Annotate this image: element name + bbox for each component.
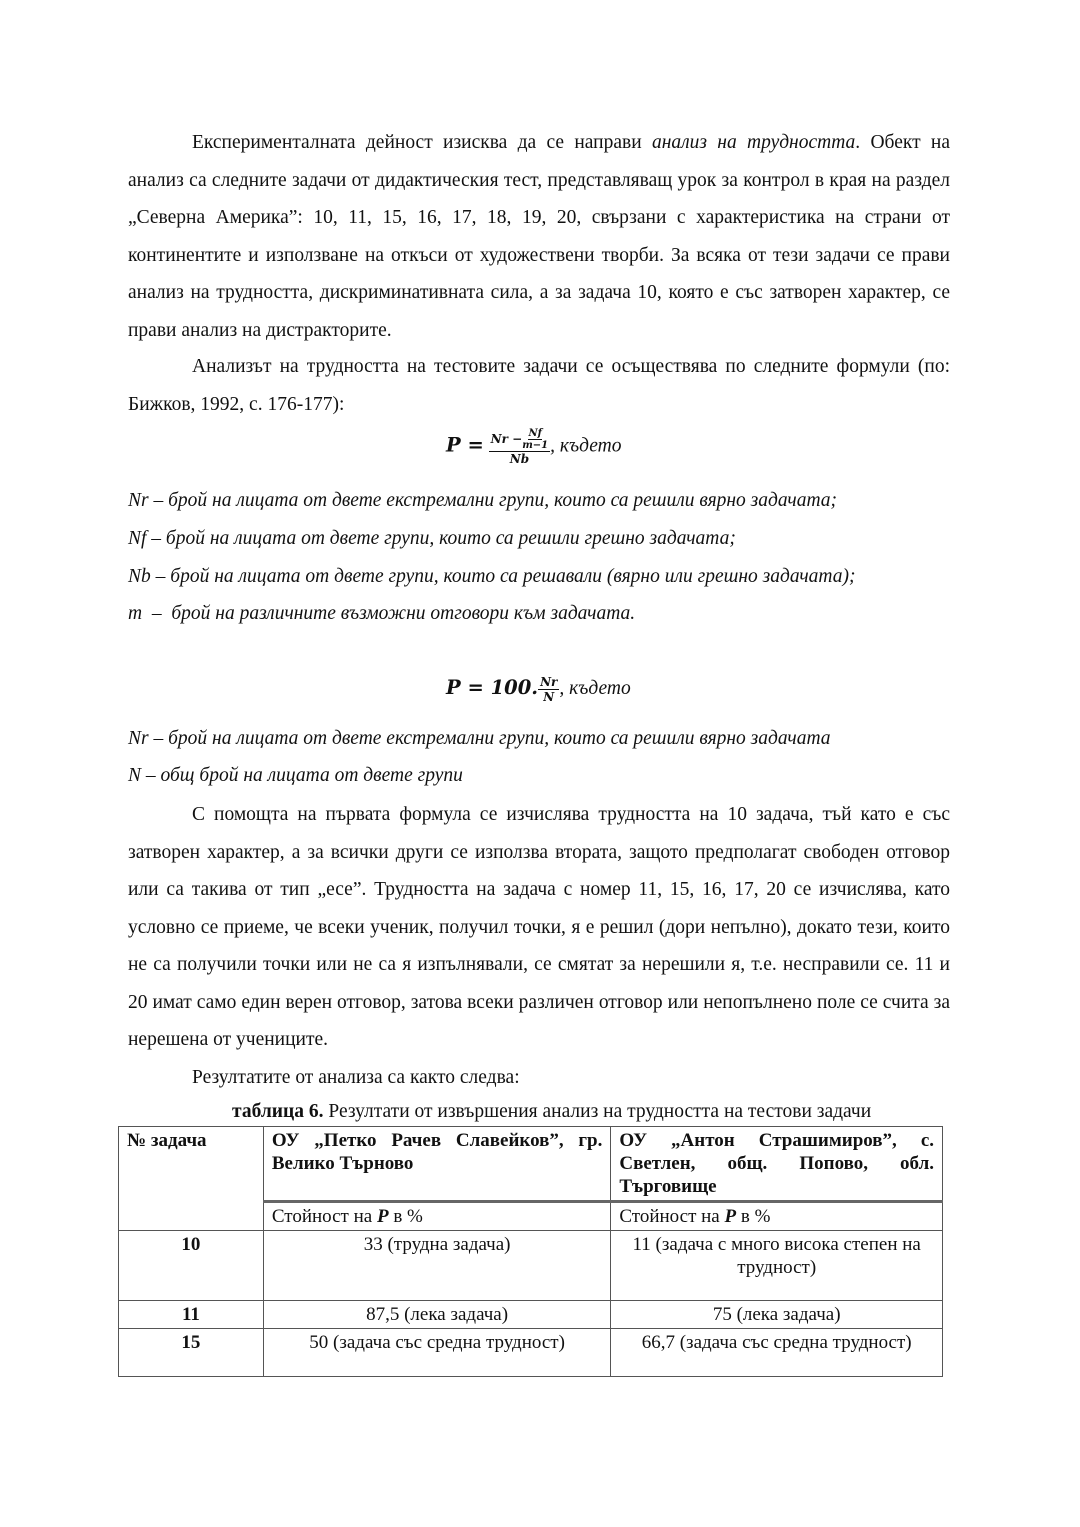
task-number: 10	[119, 1231, 264, 1301]
text: P	[724, 1206, 737, 1227]
numerator: Nr −	[490, 432, 523, 446]
definition: Nf – брой на лицата от двете групи, които са решили грешно задачата;	[128, 528, 736, 549]
value-school-2: 11 (задача с много висока степен на трудност)	[611, 1231, 943, 1301]
text: Стойност на	[619, 1206, 725, 1227]
text: Експерименталната дейност изисква да се направи	[192, 132, 652, 153]
paragraph-results: Резултатите от анализа са както следва:	[192, 1067, 520, 1088]
text: Стойност на	[271, 1206, 377, 1227]
formula-1	[446, 428, 621, 466]
header-school-1: ОУ „Петко Рачев Славейков”, гр. Велико Търново	[263, 1127, 611, 1202]
value-school-2: 75 (лека задача)	[611, 1301, 943, 1329]
formula-lhs: P =	[446, 433, 484, 457]
definition: Nb – брой на лицата от двете групи, които са решавали (вярно или грешно задачата);	[128, 566, 856, 587]
difficulty-table	[118, 1126, 943, 1377]
table-header-row	[119, 1127, 943, 1202]
emphasis: анализ на трудността	[651, 132, 856, 153]
table-caption	[232, 1101, 871, 1123]
paragraph-method: С помощта на първата формула се изчислява трудността на 10 задача, тъй като е със затворен характер, а за всички други се използва втората, защото предполагат свободен отговор или са такива от тип „есе”. Трудността на задача с номер 11, 15, 16, 17, 20 се изчислява, като условно се приеме, че всеки ученик, получил точки, я е решил (дори непълно), докато тези, които не са получили точки или не са я изпълнявали, се смятат за нерешили я, т.е. несправили се. 11 и 20 имат само един верен отговор, затова всеки различен отговор или непопълнено поле се счита за нерешена от учениците.	[128, 804, 950, 1050]
denominator: N	[543, 690, 555, 704]
definition: N – общ брой на лицата от двете групи	[128, 765, 463, 786]
value-school-1: 50 (задача със средна трудност)	[263, 1329, 611, 1377]
definition: Nr – брой на лицата от двете екстремални групи, които са решили вярно задачата	[128, 728, 831, 749]
task-number: 11	[119, 1301, 264, 1329]
value-school-1: 33 (трудна задача)	[263, 1231, 611, 1301]
formula-suffix: , където	[559, 677, 631, 699]
numerator: Nr	[540, 675, 558, 689]
fraction	[489, 428, 550, 466]
text: в %	[736, 1206, 771, 1227]
header-task: № задача	[119, 1127, 264, 1231]
definition: Nr – брой на лицата от двете екстремални групи, които са решили вярно задачата;	[128, 490, 838, 511]
table-row	[119, 1329, 943, 1377]
text: . Обект на анализ са следните задачи от дидактическия тест, представляващ урок за контрол в края на раздел „Северна Америка”: 10, 11, 15, 16, 17, 18, 19, 20, свързани с характеристика на страни от континентите и използване на откъси от художествени творби. За всяка от тези задачи се прави анализ на трудността, дискриминативната сила, а за задача 10, която е със затворен характер, се прави анализ на дистракторите.	[128, 132, 950, 341]
table-row	[119, 1231, 943, 1301]
value-school-2: 66,7 (задача със средна трудност)	[611, 1329, 943, 1377]
text: P	[376, 1206, 389, 1227]
table-row	[119, 1301, 943, 1329]
task-number: 15	[119, 1329, 264, 1377]
inner-numerator: Nf	[528, 428, 542, 439]
inner-denominator: m−1	[522, 440, 549, 451]
fraction	[538, 675, 559, 704]
caption-text: Резултати от извършения анализ на трудността на тестови задачи	[323, 1101, 872, 1122]
subheader	[611, 1202, 943, 1231]
formula-suffix: , където	[550, 435, 622, 457]
text: в %	[388, 1206, 423, 1227]
value-school-1: 87,5 (лека задача)	[263, 1301, 611, 1329]
paragraph-formulas-intro: Анализът на трудността на тестовите задачи се осъществява по следните формули (по: Бижков, 1992, с. 176-177):	[128, 356, 950, 415]
formula-2	[446, 675, 631, 704]
caption-label: таблица 6.	[232, 1101, 324, 1122]
denominator: Nb	[509, 452, 530, 466]
formula-lhs: P = 100.	[446, 675, 539, 699]
definition: m – брой на различните възможни отговори към задачата.	[128, 603, 636, 624]
header-school-2: ОУ „Антон Страшимиров”, с. Светлен, общ. Попово, обл. Търговище	[611, 1127, 943, 1202]
paragraph-intro	[128, 124, 950, 349]
subheader	[263, 1202, 611, 1231]
